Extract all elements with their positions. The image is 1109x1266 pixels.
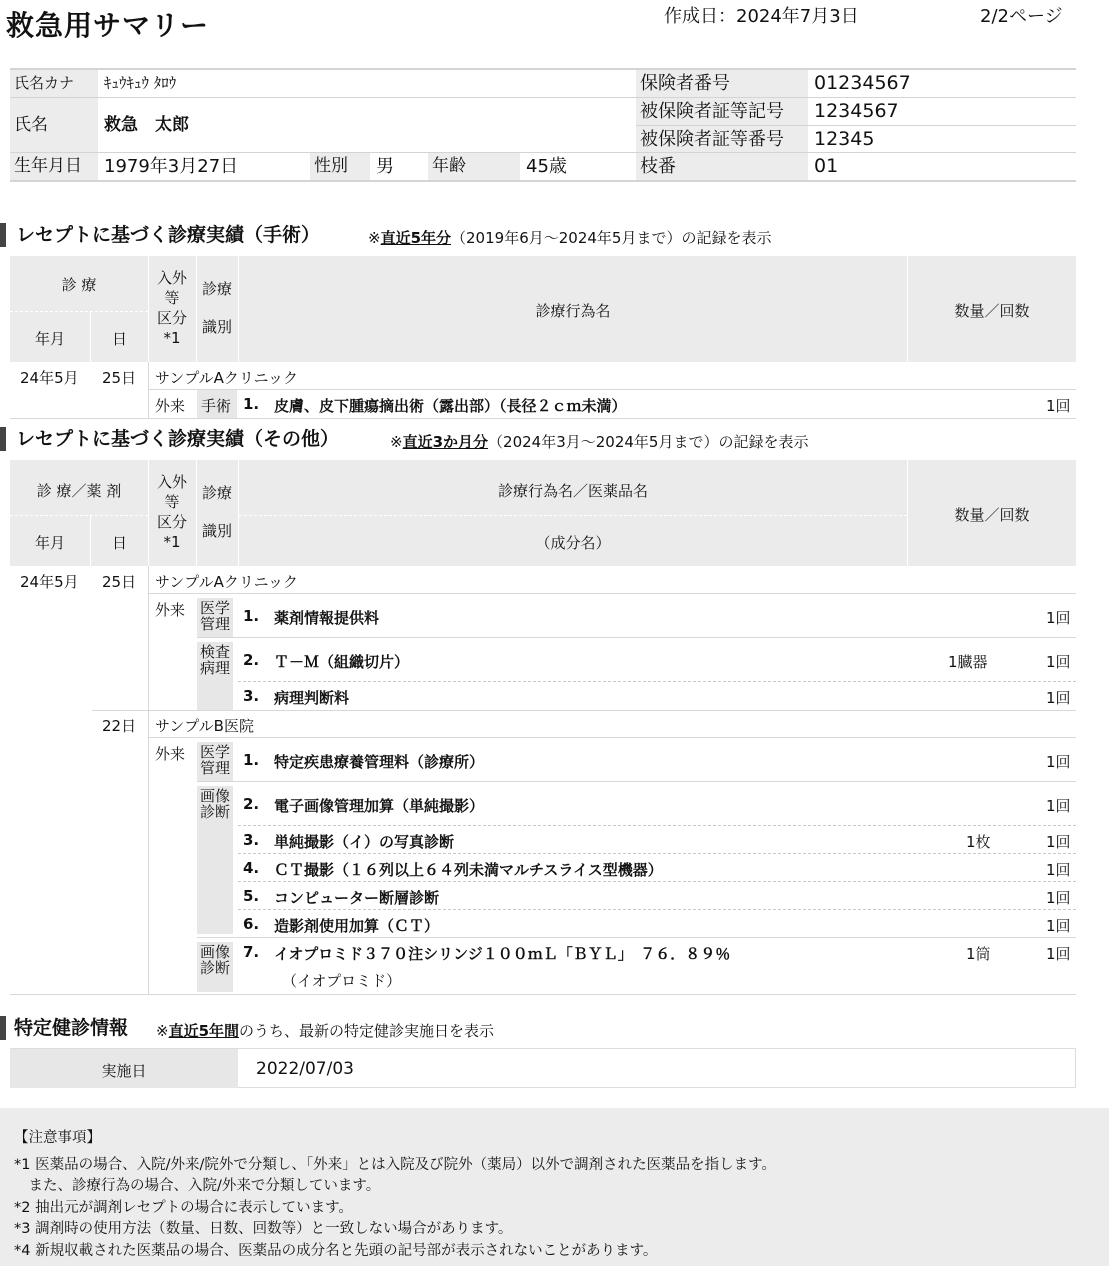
th-quantity: 数量／回数: [954, 506, 1030, 524]
item-count: 1回: [1046, 797, 1071, 815]
insurer-label: 保険者番号: [636, 70, 808, 97]
th-kubun: 入外 等 区分 *1: [156, 473, 187, 551]
io-b: 外来: [155, 745, 186, 763]
kind-gazo-shindan: 画像 診断: [197, 942, 233, 992]
age-value: 45歳: [526, 156, 567, 177]
surgery-section-header: [0, 223, 1109, 247]
item-no: 3.: [243, 831, 260, 849]
insurer-value: 01234567: [814, 72, 911, 94]
other-title: レセプトに基づく診療実績（その他）: [16, 428, 340, 450]
patient-info: [10, 68, 1076, 182]
checkup-title: 特定健診情報: [14, 1017, 129, 1039]
item-count: 1回: [1046, 945, 1071, 963]
th-month: 年月: [34, 534, 65, 552]
th-quantity: 数量／回数: [954, 302, 1030, 320]
note-prefix: ※: [390, 433, 403, 451]
sex-value: 男: [376, 156, 394, 177]
surgery-note: [368, 227, 771, 248]
th-item-drug-name: 診療行為名／医薬品名: [497, 482, 648, 500]
surgery-month: 24年5月: [20, 369, 79, 387]
item-name: 単純撮影（イ）の写真診断: [274, 833, 455, 851]
surgery-item-no: 1.: [243, 395, 260, 413]
checkup-row: [10, 1048, 1076, 1088]
note-prefix: ※: [156, 1022, 169, 1040]
birth-value: 1979年3月27日: [104, 156, 239, 177]
note-rest: （2024年3月～2024年5月まで）の記録を表示: [488, 433, 809, 451]
th-shikibetsu-bottom: 識別: [201, 318, 232, 336]
item-count: 1回: [1046, 889, 1071, 907]
branch-value: 01: [814, 155, 839, 177]
birth-label: 生年月日: [10, 153, 98, 180]
surgery-table-header: [10, 256, 1076, 362]
th-shikibetsu-top: 診療: [201, 484, 232, 502]
notes-panel: [0, 1108, 1109, 1266]
facility-a: サンプルAクリニック: [155, 573, 299, 591]
th-kubun: 入外 等 区分 *1: [156, 269, 187, 347]
note-1-cont: また、診療行為の場合、入院/外来で分類しています。: [14, 1178, 381, 1194]
item-name: ＣＴ撮影（１６列以上６４列未満マルチスライス型機器）: [274, 861, 663, 879]
io-a: 外来: [155, 601, 186, 619]
item-count: 1回: [1046, 917, 1071, 935]
note-emphasis: 直近5年間: [168, 1022, 240, 1040]
item-no: 5.: [243, 887, 260, 905]
note-rest: （2019年6月～2024年5月まで）の記録を表示: [451, 229, 772, 247]
number-label: 被保険者証等番号: [636, 126, 808, 152]
surgery-item-count: 1回: [1046, 397, 1071, 415]
item-no: 3.: [243, 687, 260, 705]
kana-label: 氏名カナ: [10, 70, 98, 97]
other-day-25: 25日: [102, 573, 137, 591]
item-quantity: 1臓器: [948, 653, 988, 671]
th-shikibetsu-top: 診療: [201, 280, 232, 298]
surgery-io: 外来: [155, 397, 186, 415]
item-no: 4.: [243, 859, 260, 877]
item-name: 薬剤情報提供料: [274, 609, 380, 627]
other-section-header: [0, 427, 1109, 451]
other-day-22: 22日: [102, 717, 137, 735]
item-no: 2.: [243, 795, 260, 813]
item-count: 1回: [1046, 833, 1071, 851]
item-no: 2.: [243, 651, 260, 669]
item-no: 1.: [243, 607, 260, 625]
name-label: 氏名: [10, 98, 98, 152]
th-shikibetsu-bottom: 識別: [201, 522, 232, 540]
note-3: *3 調剤時の使用方法（数量、日数、回数等）と一致しない場合があります。: [14, 1221, 513, 1237]
item-count: 1回: [1046, 653, 1071, 671]
th-day: 日: [111, 534, 127, 552]
item-name: 電子画像管理加算（単純撮影）: [274, 797, 485, 815]
th-day: 日: [111, 330, 127, 348]
item-name: 造影剤使用加算（ＣＴ）: [274, 917, 440, 935]
item-no: 7.: [243, 943, 260, 961]
item-name: Ｔ－Ｍ（組織切片）: [274, 653, 410, 671]
sex-label: 性別: [310, 153, 370, 180]
section-bar: [0, 427, 6, 451]
note-1: *1 医薬品の場合、入院/外来/院外で分類し、「外来」とは入院及び院外（薬局）以外で調剤された医薬品を指します。: [14, 1157, 776, 1173]
symbol-label: 被保険者証等記号: [636, 98, 808, 125]
section-bar: [0, 223, 6, 247]
kind-gazo-shindan: 画像 診断: [197, 786, 233, 934]
name-value: 救急 太郎: [104, 115, 189, 135]
item-no: 6.: [243, 915, 260, 933]
item-quantity: 1枚: [966, 833, 991, 851]
facility-b: サンプルB医院: [155, 717, 254, 735]
checkup-note: [156, 1020, 494, 1041]
branch-label: 枝番: [636, 153, 808, 180]
th-shinryo: 診 療: [61, 276, 97, 294]
surgery-kind: 手術: [201, 397, 232, 415]
section-bar: [0, 1016, 6, 1040]
number-value: 12345: [814, 128, 875, 150]
note-rest: のうち、最新の特定健診実施日を表示: [239, 1022, 495, 1040]
other-note: [390, 431, 808, 452]
note-2: *2 抽出元が調剤レセプトの場合に表示しています。: [14, 1200, 353, 1216]
th-shinryo-yakuzai: 診 療／薬 剤: [36, 482, 122, 500]
item-name: 特定疾患療養管理料（診療所）: [274, 753, 485, 771]
surgery-title: レセプトに基づく診療実績（手術）: [16, 224, 321, 246]
age-label: 年齢: [428, 153, 520, 180]
kind-igaku-kanri: 医学 管理: [197, 598, 233, 638]
drug-ingredient: （イオプロミド）: [282, 972, 402, 990]
th-ingredient: （成分名）: [535, 534, 611, 552]
note-4: *4 新規収載された医薬品の場合、医薬品の成分名と先頭の記号部が表示されないことがあります。: [14, 1243, 658, 1259]
item-count: 1回: [1046, 861, 1071, 879]
th-item-name: 診療行為名: [535, 302, 611, 320]
item-count: 1回: [1046, 753, 1071, 771]
note-emphasis: 直近3か月分: [402, 433, 489, 451]
item-name: コンピューター断層診断: [274, 889, 440, 907]
page-title: 救急用サマリー: [6, 9, 210, 42]
note-prefix: ※: [368, 229, 381, 247]
th-month: 年月: [34, 330, 65, 348]
note-emphasis: 直近5年分: [380, 229, 452, 247]
checkup-date-label: 実施日: [101, 1062, 147, 1080]
page-number: 2/2ページ: [980, 6, 1063, 27]
surgery-item-name: 皮膚、皮下腫瘍摘出術（露出部）（長径２ｃｍ未満）: [274, 397, 627, 415]
item-name: 病理判断料: [274, 689, 350, 707]
notes-title: 【注意事項】: [14, 1130, 101, 1146]
item-count: 1回: [1046, 689, 1071, 707]
item-quantity: 1筒: [966, 945, 991, 963]
kana-value: ｷｭｳｷｭｳ ﾀﾛｳ: [104, 74, 177, 92]
item-no: 1.: [243, 751, 260, 769]
other-month: 24年5月: [20, 573, 79, 591]
created-date: 作成日：2024年7月3日: [664, 6, 859, 27]
other-table-header: [10, 460, 1076, 566]
kind-kensa-byori: 検査 病理: [197, 642, 233, 710]
drug-name: イオプロミド３７０注シリンジ１００ｍＬ「ＢＹＬ」 ７６．８９％: [274, 945, 731, 963]
surgery-facility: サンプルAクリニック: [155, 369, 299, 387]
symbol-value: 1234567: [814, 100, 899, 122]
checkup-date: 2022/07/03: [256, 1059, 354, 1079]
item-count: 1回: [1046, 609, 1071, 627]
checkup-section-header: [0, 1016, 1109, 1040]
surgery-day: 25日: [102, 369, 137, 387]
kind-igaku-kanri: 医学 管理: [197, 742, 233, 782]
